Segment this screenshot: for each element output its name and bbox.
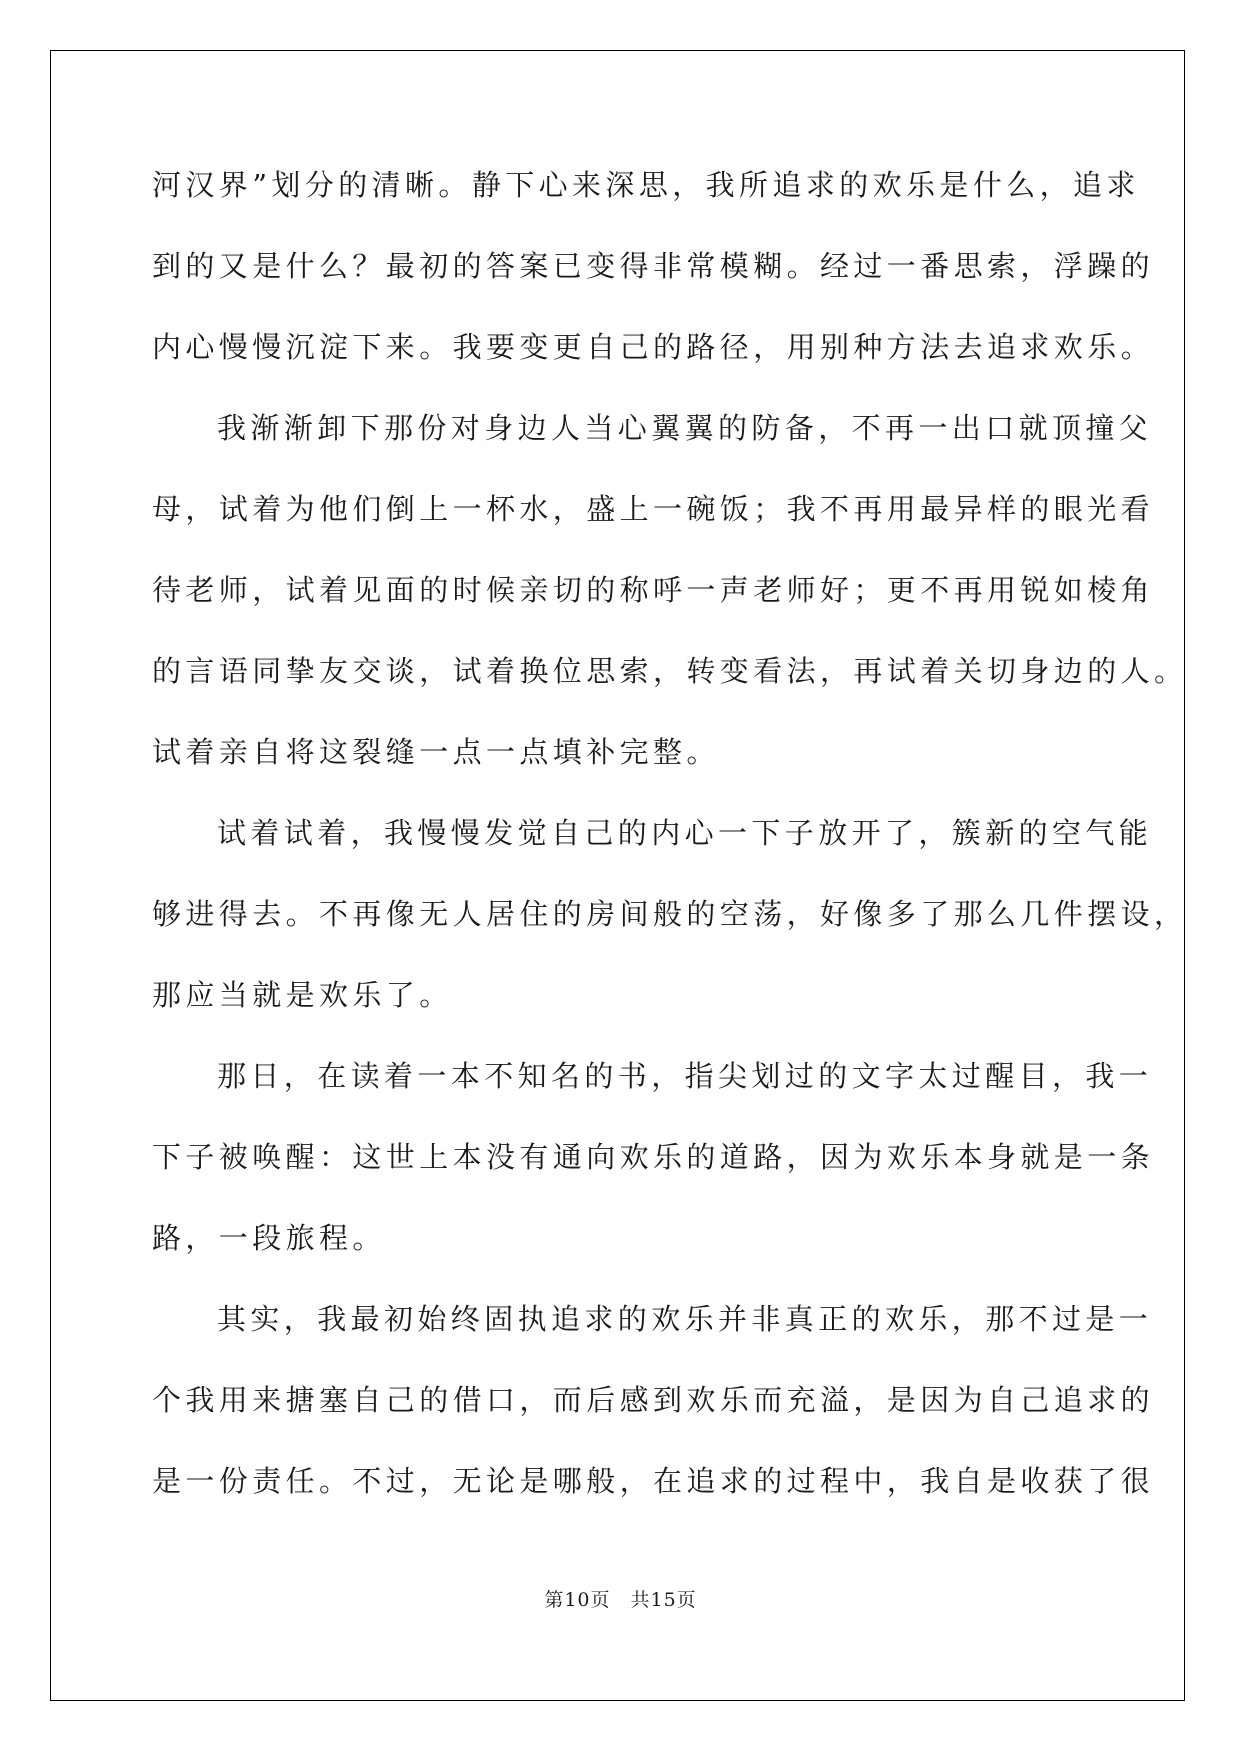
page-number-footer: 第10页 共15页: [544, 1589, 697, 1611]
text-line: 那日，在读着一本不知名的书，指尖划过的文字太过醒目，我一: [217, 1059, 1153, 1093]
text-line: 我渐渐卸下那份对身边人当心翼翼的防备，不再一出口就顶撞父: [217, 411, 1153, 445]
text-line: 母，试着为他们倒上一杯水，盛上一碗饭；我不再用最异样的眼光看: [152, 492, 1155, 526]
text-line: 内心慢慢沉淀下来。我要变更自己的路径，用别种方法去追求欢乐。: [152, 330, 1155, 364]
document-body: [152, 155, 1188, 1532]
text-line: 到的又是什么？最初的答案已变得非常模糊。经过一番思索，浮躁的: [152, 249, 1155, 283]
text-line: 的言语同挚友交谈，试着换位思索，转变看法，再试着关切身边的人。: [152, 654, 1188, 688]
text-line: 路，一段旅程。: [152, 1221, 386, 1255]
text-line: 待老师，试着见面的时候亲切的称呼一声老师好；更不再用锐如棱角: [152, 573, 1155, 607]
text-line: 试着亲自将这裂缝一点一点填补完整。: [152, 735, 720, 769]
text-line: 够进得去。不再像无人居住的房间般的空荡，好像多了那么几件摆设，: [152, 897, 1188, 931]
text-line: 个我用来搪塞自己的借口，而后感到欢乐而充溢，是因为自己追求的: [152, 1383, 1155, 1417]
text-line: 那应当就是欢乐了。: [152, 978, 453, 1012]
text-line: 其实，我最初始终固执追求的欢乐并非真正的欢乐，那不过是一: [217, 1302, 1153, 1336]
text-line: 河汉界”划分的清晰。静下心来深思，我所追求的欢乐是什么，追求: [152, 168, 1140, 202]
text-line: 试着试着，我慢慢发觉自己的内心一下子放开了，簇新的空气能: [217, 816, 1153, 850]
text-line: 是一份责任。不过，无论是哪般，在追求的过程中，我自是收获了很: [152, 1464, 1155, 1498]
text-line: 下子被唤醒：这世上本没有通向欢乐的道路，因为欢乐本身就是一条: [152, 1140, 1155, 1174]
